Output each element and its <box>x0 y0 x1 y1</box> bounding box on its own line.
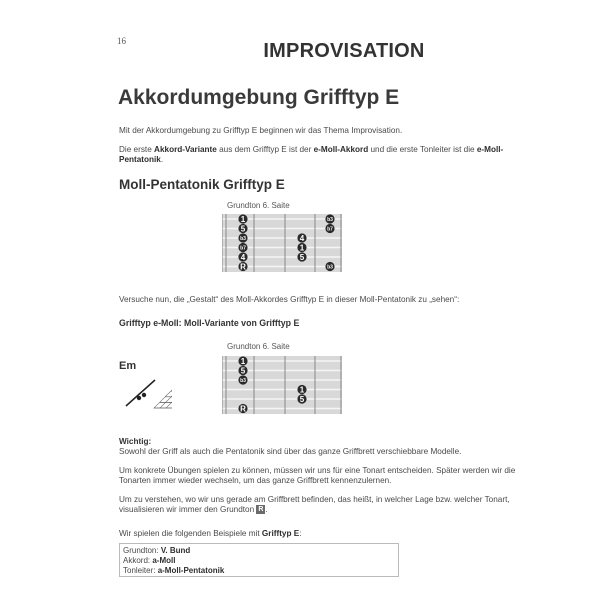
paragraph-gestalt: Versuche nun, die „Gestalt“ des Moll-Akkordes Grifftyp E in dieser Moll-Pentatonik zu „sehen“: <box>119 295 460 304</box>
svg-text:1: 1 <box>299 385 305 395</box>
page-number: 16 <box>117 36 126 46</box>
svg-text:4: 4 <box>299 234 305 243</box>
info-chord: Akkord: a-Moll <box>123 556 176 565</box>
important-paragraph-1: Sowohl der Griff als auch die Pentatonik sind über das ganze Griffbrett verschiebbare Modelle. <box>119 447 462 456</box>
intro-paragraph-1: Mit der Akkordumgebung zu Grifftyp E beginnen wir das Thema Improvisation. <box>119 126 403 135</box>
diagram-caption-1: Grundton 6. Saite <box>227 201 290 210</box>
svg-text:5: 5 <box>240 224 246 234</box>
important-paragraph-2: Um konkrete Übungen spielen zu können, müssen wir uns für eine Tonart entscheiden. Später werden wir die Tonarten immer wieder wechseln, um das ganze Griffbrett kennenzulernen. <box>119 466 516 485</box>
fretboard-diagram-e-moll <box>222 356 344 416</box>
chord-name: Em <box>119 360 137 372</box>
svg-text:b3: b3 <box>327 217 333 223</box>
diagram-caption-2: Grundton 6. Saite <box>227 342 290 351</box>
svg-text:b3: b3 <box>240 236 246 242</box>
page-title: Akkordumgebung Grifftyp E <box>118 86 400 109</box>
svg-text:5: 5 <box>299 253 305 262</box>
chapter-title: IMPROVISATION <box>263 40 425 62</box>
intro-paragraph-2: Die erste Akkord-Variante aus dem Grifftyp E ist der e-Moll-Akkord und die erste Tonleiter ist die e-Moll-Pentatonik. <box>119 145 504 164</box>
section-heading-e-moll: Grifftyp e-Moll: Moll-Variante von Grifftyp E <box>119 318 300 328</box>
examples-info-box <box>119 543 399 577</box>
svg-text:b3: b3 <box>327 264 333 271</box>
fretboard-diagram-pentatonik <box>222 214 344 274</box>
svg-text:5: 5 <box>240 366 246 376</box>
svg-text:R: R <box>240 262 246 272</box>
chord-diagram-em <box>122 376 172 412</box>
svg-text:4: 4 <box>240 253 246 262</box>
info-root: Grundton: V. Bund <box>123 546 191 555</box>
important-label: Wichtig: <box>119 437 152 446</box>
svg-text:b7: b7 <box>327 226 333 233</box>
section-heading-pentatonik: Moll-Pentatonik Grifftyp E <box>119 177 285 192</box>
svg-text:R: R <box>240 404 246 414</box>
important-paragraph-3: Um zu verstehen, wo wir uns gerade am Griffbrett befinden, das heißt, in welcher Lage bzw. welcher Tonart, visualisieren wir immer den Grundton R . <box>119 495 510 514</box>
root-note-icon: R <box>258 506 264 514</box>
svg-text:1: 1 <box>299 243 305 253</box>
svg-text:5: 5 <box>299 395 305 404</box>
svg-text:b3: b3 <box>240 378 246 384</box>
svg-text:1: 1 <box>240 357 246 366</box>
examples-intro: Wir spielen die folgenden Beispiele mit Grifftyp E: <box>119 529 302 538</box>
svg-text:1: 1 <box>240 215 246 224</box>
info-scale: Tonleiter: a-Moll-Pentatonik <box>123 566 225 575</box>
svg-text:b7: b7 <box>240 245 246 252</box>
